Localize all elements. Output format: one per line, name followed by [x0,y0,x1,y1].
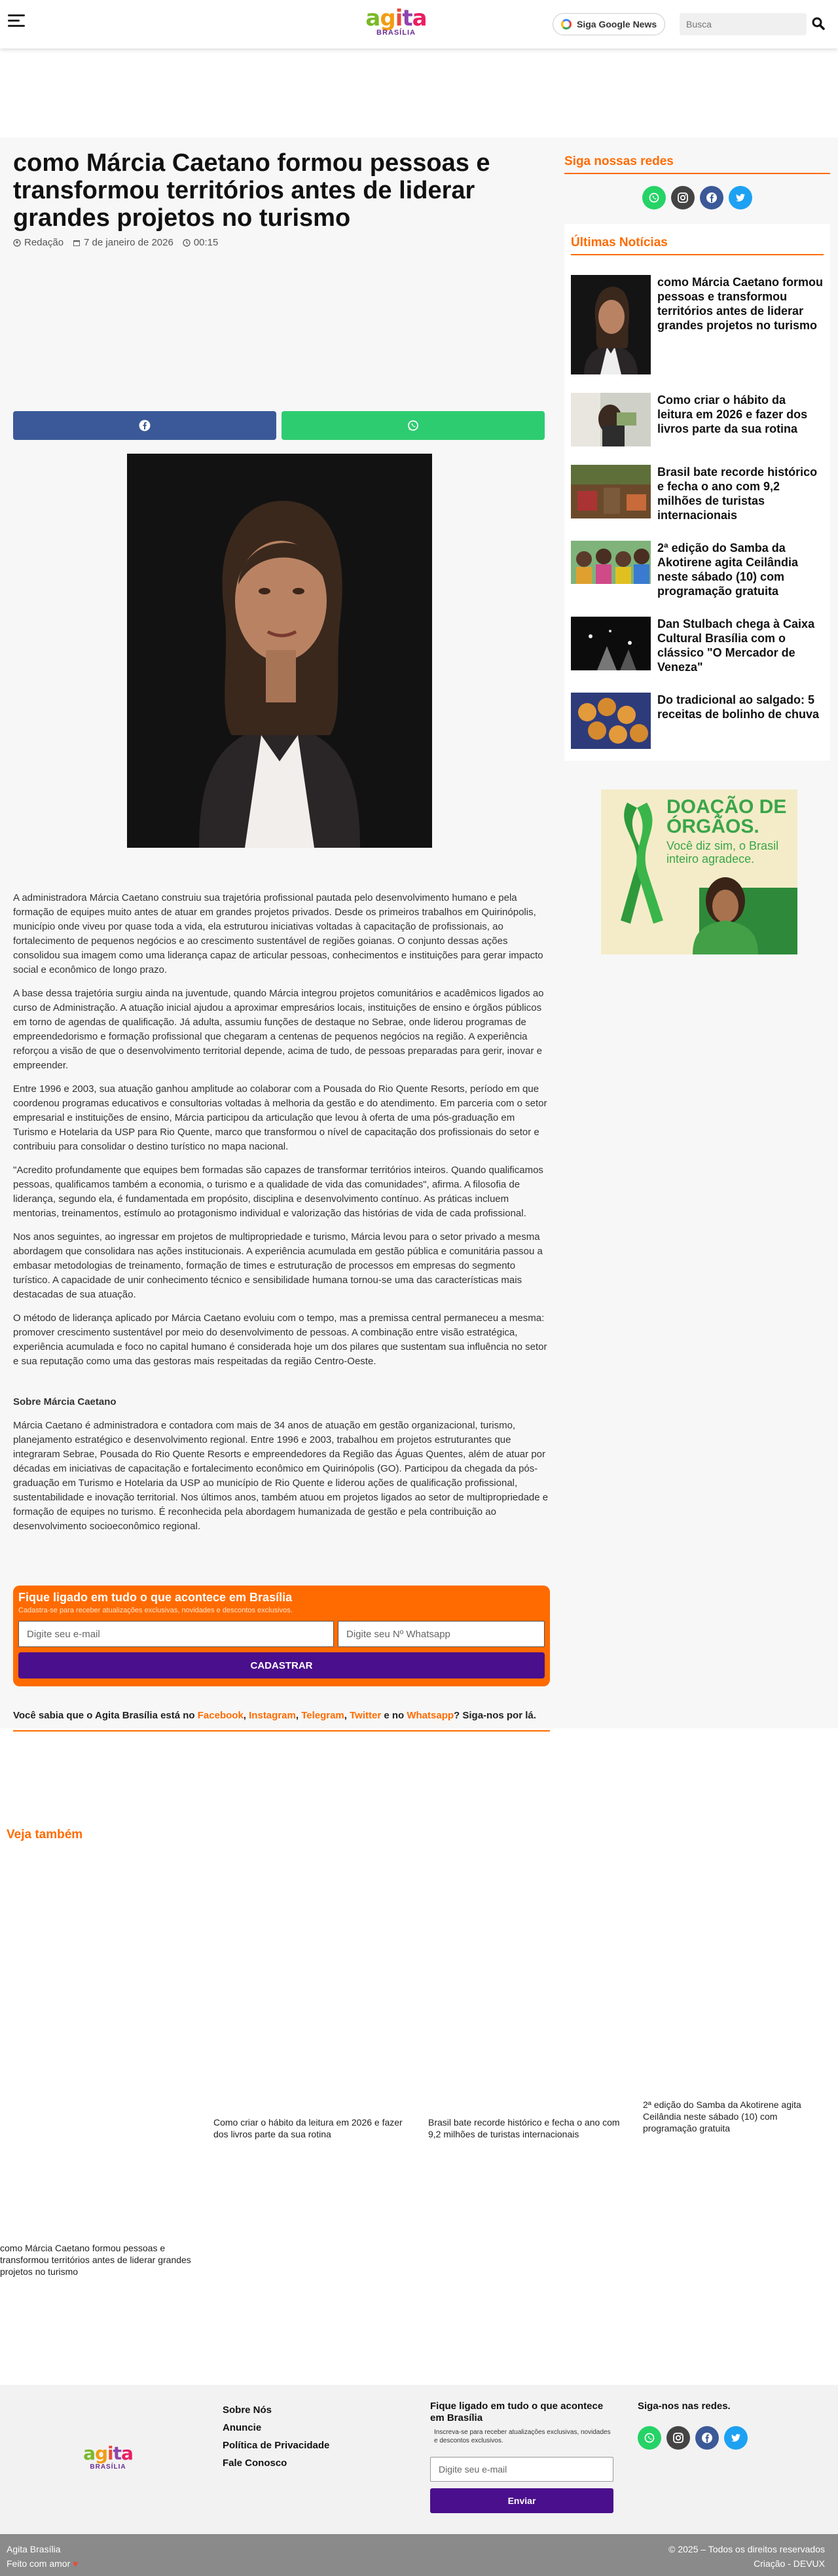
news-thumbnail[interactable] [571,393,651,446]
article-title: como Márcia Caetano formou pessoas e transformou territórios antes de liderar grandes projetos no turismo [13,149,490,232]
article-paragraph: A administradora Márcia Caetano construiu sua trajetória profissional pautada pelo desenvolvimento humano e pela formação de equipes muito antes de atuar em grandes projetos privados. Desde os primeiros trabalhos em Quirinópolis, município onde viveu por quase toda a vida, ela estruturou iniciativas voltadas à capacitação de profissionais, ao fortalecimento de pequenos negócios e ao crescimento sustentável de regiões goianas. O conjunto dessas ações consolidou sua imagem como uma liderança capaz de articular pessoas, conhecimentos e instituições para gerar impacto social e econômico de longo prazo. [13,892,543,975]
google-icon [561,19,572,29]
whatsapp-icon [407,420,419,431]
article [13,149,550,1532]
bottom-bar [0,2534,838,2576]
heart-icon: ♥ [73,2558,79,2569]
sidebar-social-icons [564,186,830,209]
facebook-icon [139,420,151,431]
facebook-icon[interactable] [695,2426,719,2450]
share-buttons [13,411,545,440]
twitter-icon[interactable] [729,186,752,209]
bottom-made-with: Feito com amor [7,2558,71,2569]
article-time: 00:15 [193,237,219,248]
search-input[interactable] [680,13,807,35]
footer [0,2385,838,2534]
footer-social-icons [635,2426,750,2450]
news-thumbnail[interactable] [571,465,651,518]
related-item[interactable]: 2ª edição do Samba da Akotirene agita Ceilândia neste sábado (10) com programação gratuita [643,2099,801,2133]
bottom-credit[interactable]: Criação - DEVUX [754,2558,825,2569]
footer-link-sobre[interactable]: Sobre Nós [223,2404,272,2416]
twitter-link[interactable]: Twitter [350,1710,382,1721]
whatsapp-icon[interactable] [642,186,666,209]
latest-news-item[interactable] [571,465,824,522]
hamburger-menu-icon[interactable] [8,14,25,29]
facebook-icon[interactable] [700,186,723,209]
article-paragraph: Nos anos seguintes, ao ingressar em projetos de multipropriedade e turismo, Márcia levou para o setor privado a mesma abordagem que consolidara nas ações institucionais. A experiência acumulada em gestão pública e comunitária passou a embasar metodologias de treinamento, formação de times e estruturação de processos em empresas do segmento turístico. A capacidade de unir conhecimento técnico e sensibilidade humana tornou-se uma das características mais destacadas de sua atuação. [13,1231,543,1300]
news-thumbnail[interactable] [571,275,651,374]
article-paragraph: A base dessa trajetória surgiu ainda na juventude, quando Márcia integrou projetos comunitários e acadêmicos ligados ao curso de Administração. A atuação inicial ajudou a aproximar empresários locais, instituições de ensino e órgãos públicos em torno de agendas de qualificação. Já adulta, assumiu funções de destaque no Sebrae, onde liderou programas de empreendedorismo e formação profissional que chegaram a centenas de pequenos negócios na região. A experiência reforçou a visão de que o desenvolvimento territorial depende, acima de tudo, de pessoas preparadas para gerir, inovar e empreender. [13,988,544,1071]
news-title[interactable]: Como criar o hábito da leitura em 2026 e fazer dos livros parte da sua rotina [657,393,808,435]
footer-submit-button[interactable]: Enviar [430,2488,613,2513]
latest-news-item[interactable] [571,275,824,374]
bottom-copyright: © 2025 – Todos os direitos reservados [668,2544,825,2554]
top-header [0,0,838,48]
news-thumbnail[interactable] [571,617,651,670]
news-title[interactable]: 2ª edição do Samba da Akotirene agita Ceilândia neste sábado (10) com programação gratuita [657,541,799,598]
donation-title: DOAÇÃO DE ÓRGÃOS. [666,796,787,837]
article-meta [13,237,550,248]
user-icon [13,239,21,247]
social-follow-line: Você sabia que o Agita Brasília está no Facebook, Instagram, Telegram, Twitter e no Whatsapp? Siga-nos por lá. [13,1710,550,1732]
footer-links [223,2404,329,2475]
newsletter-submit-button[interactable]: CADASTRAR [18,1652,545,1678]
footer-link-privacidade[interactable]: Política de Privacidade [223,2440,330,2451]
news-title[interactable]: Do tradicional ao salgado: 5 receitas de bolinho de chuva [657,693,820,721]
instagram-link[interactable]: Instagram [249,1710,296,1721]
whatsapp-icon[interactable] [638,2426,661,2450]
footer-logo[interactable]: agita BRASÍLIA [83,2442,133,2471]
article-paragraph: "Acredito profundamente que equipes bem formadas são capazes de transformar territórios inteiros. Quando qualificamos pessoas, qualificamos também a economia, o turismo e a qualidade de vida das comunidades", afirma. A filosofia de liderança, segundo ela, é fundamentada em propósito, disciplina e desenvolvimento contínuo. As práticas incluem mentorias, treinamentos, estímulo ao protagonismo individual e valorização das histórias de vida de cada profissional. [13,1165,543,1219]
google-news-label: Siga Google News [577,19,657,29]
twitter-icon[interactable] [724,2426,748,2450]
clock-icon [183,239,191,247]
newsletter-subtitle: Cadastra-se para receber atualizações exclusivas, novidades e descontos exclusivos. [18,1606,293,1614]
related-heading: Veja também [7,1828,83,1841]
share-whatsapp-button[interactable] [282,411,545,440]
footer-newsletter-title: Fique ligado em tudo o que acontece em Brasília [430,2401,604,2423]
share-facebook-button[interactable] [13,411,276,440]
footer-newsletter [430,2401,613,2513]
footer-social [638,2401,750,2450]
calendar-icon [73,239,81,247]
footer-social-title: Siga-nos nas redes. [638,2401,731,2412]
telegram-link[interactable]: Telegram [301,1710,344,1721]
footer-newsletter-subtitle: Inscreva-se para receber atualizações exclusivas, novidades e descontos exclusivos. [434,2429,611,2444]
newsletter-title: Fique ligado em tudo o que acontece em Brasília [18,1591,293,1604]
news-title[interactable]: Brasil bate recorde histórico e fecha o ano com 9,2 milhões de turistas internacionais [657,465,818,522]
newsletter-email-input[interactable]: Digite seu e-mail [18,1621,334,1647]
donation-banner[interactable] [601,789,797,954]
news-thumbnail[interactable] [571,541,651,584]
article-author[interactable]: Redação [24,237,64,248]
facebook-link[interactable]: Facebook [197,1710,244,1721]
search-icon[interactable] [812,17,825,30]
latest-news-item[interactable] [571,541,824,598]
news-title[interactable]: Dan Stulbach chega à Caixa Cultural Brasília com o clássico "O Mercador de Veneza" [657,617,815,674]
bottom-site-name: Agita Brasília [7,2544,61,2554]
article-body [13,891,550,1543]
google-news-button[interactable] [553,13,665,35]
about-heading: Sobre Márcia Caetano [13,1396,117,1407]
sidebar [564,154,830,761]
latest-news-item[interactable] [571,393,824,446]
about-text: Márcia Caetano é administradora e contadora com mais de 34 anos de atuação em gestão organizacional, turismo, planejamento estratégico e desenvolvimento regional. Entre 1996 e 2003, trabalhou em projetos estruturantes que integraram Sebrae, Pousada do Rio Quente Resorts e empreendedores da Região das Águas Quentes, além de atuar por décadas em iniciativas de capacitação e fortalecimento econômico em Quirinópolis (GO). Participou da chegada da pós-graduação em Turismo e Hotelaria da USP ao município de Rio Quente e liderou ações de qualificação profissional, sustentabilidade e inovação territorial. Nos últimos anos, também atuou em projetos ligados ao setor de multipropriedade e formação de equipes no turismo. É reconhecida pela abordagem humanizada de gestão e pela contribuição ao desenvolvimento socioeconômico regional. [13,1420,549,1532]
latest-news-item[interactable] [571,693,824,749]
follow-heading: Siga nossas redes [564,154,830,174]
article-paragraph: Entre 1996 e 2003, sua atuação ganhou amplitude ao colaborar com a Pousada do Rio Quente Resorts, período em que coordenou programas educativos e consultorias voltadas à melhoria da gestão e do atendimento. Em parceria com o setor empresarial e instituições de ensino, Márcia participou da articulação que levou à oferta de uma pós-graduação em Turismo e Hotelaria da USP para Rio Quente, marco que transformou o nível de capacitação dos profissionais do setor e contribuiu para consolidar o destino turístico no mapa nacional. [13,1083,547,1152]
related-item[interactable]: Como criar o hábito da leitura em 2026 e fazer dos livros parte da sua rotina [213,2117,403,2139]
donation-subtitle: Você diz sim, o Brasil inteiro agradece. [666,839,779,865]
whatsapp-link[interactable]: Whatsapp [407,1710,454,1721]
news-thumbnail[interactable] [571,693,651,749]
site-logo[interactable]: agita BRASÍLIA [365,5,427,37]
newsletter-box [13,1586,550,1686]
article-photo [127,454,432,848]
latest-news [564,224,830,761]
article-paragraph: O método de liderança aplicado por Márcia Caetano evoluiu com o tempo, mas a premissa central permaneceu a mesma: promover crescimento sustentável por meio do desenvolvimento de pessoas. A combinação entre visão estratégica, experiência acumulada e foco no capital humano é considerada hoje um dos pilares que sustentam sua influência no setor e sua reputação como uma das gestoras mais respeitadas da região Centro-Oeste. [13,1313,547,1367]
related-item[interactable]: Brasil bate recorde histórico e fecha o ano com 9,2 milhões de turistas internacionais [428,2117,620,2139]
instagram-icon[interactable] [671,186,695,209]
newsletter-whatsapp-input[interactable]: Digite seu Nº Whatsapp [338,1621,545,1647]
latest-heading: Últimas Notícias [571,236,824,255]
latest-news-item[interactable] [571,617,824,674]
footer-email-input[interactable]: Digite seu e-mail [430,2457,613,2482]
instagram-icon[interactable] [666,2426,690,2450]
footer-link-anuncie[interactable]: Anuncie [223,2422,262,2433]
footer-link-contato[interactable]: Fale Conosco [223,2458,287,2469]
news-title[interactable]: como Márcia Caetano formou pessoas e transformou territórios antes de liderar grandes projetos no turismo [657,276,824,332]
article-date: 7 de janeiro de 2026 [84,237,173,248]
related-item[interactable]: como Márcia Caetano formou pessoas e transformou territórios antes de liderar grandes projetos no turismo [0,2243,191,2277]
